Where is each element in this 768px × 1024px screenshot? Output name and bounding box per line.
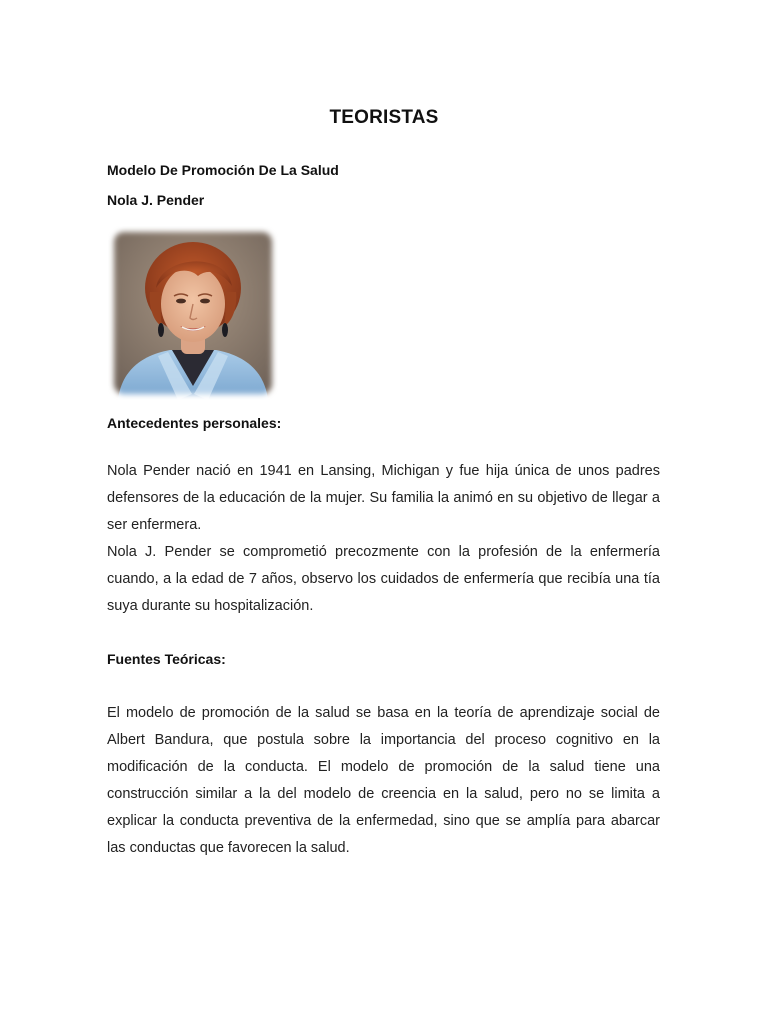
portrait-photo — [108, 226, 278, 400]
model-name: Modelo De Promoción De La Salud — [107, 162, 339, 178]
paragraph-fuentes-1: El modelo de promoción de la salud se basa en la teoría de aprendizaje social de Albert Bandura, que postula sobre la importancia del proceso cognitivo en la modificación de la conducta. El modelo de promoción de la salud tiene una construcción similar a la del modelo de creencia en la salud, pero no se limita a explicar la conducta preventiva de la enfermedad, sino que se amplía para abarcar las conductas que favorecen la salud. — [107, 705, 660, 856]
page-title: TEORISTAS — [329, 107, 439, 128]
section-heading-antecedentes: Antecedentes personales: — [107, 415, 282, 431]
section-heading-fuentes: Fuentes Teóricas: — [107, 651, 226, 667]
paragraph-antecedentes-1: Nola Pender nació en 1941 en Lansing, Michigan y fue hija única de unos padres defensores de la educación de la mujer. Su familia la animó en su objetivo de llegar a ser enfermera. — [107, 463, 660, 533]
author-name: Nola J. Pender — [107, 192, 205, 208]
paragraph-antecedentes-2: Nola J. Pender se comprometió precozmente con la profesión de la enfermería cuando, a la edad de 7 años, observo los cuidados de enfermería que recibía una tía suya durante su hospitalización. — [107, 544, 660, 614]
